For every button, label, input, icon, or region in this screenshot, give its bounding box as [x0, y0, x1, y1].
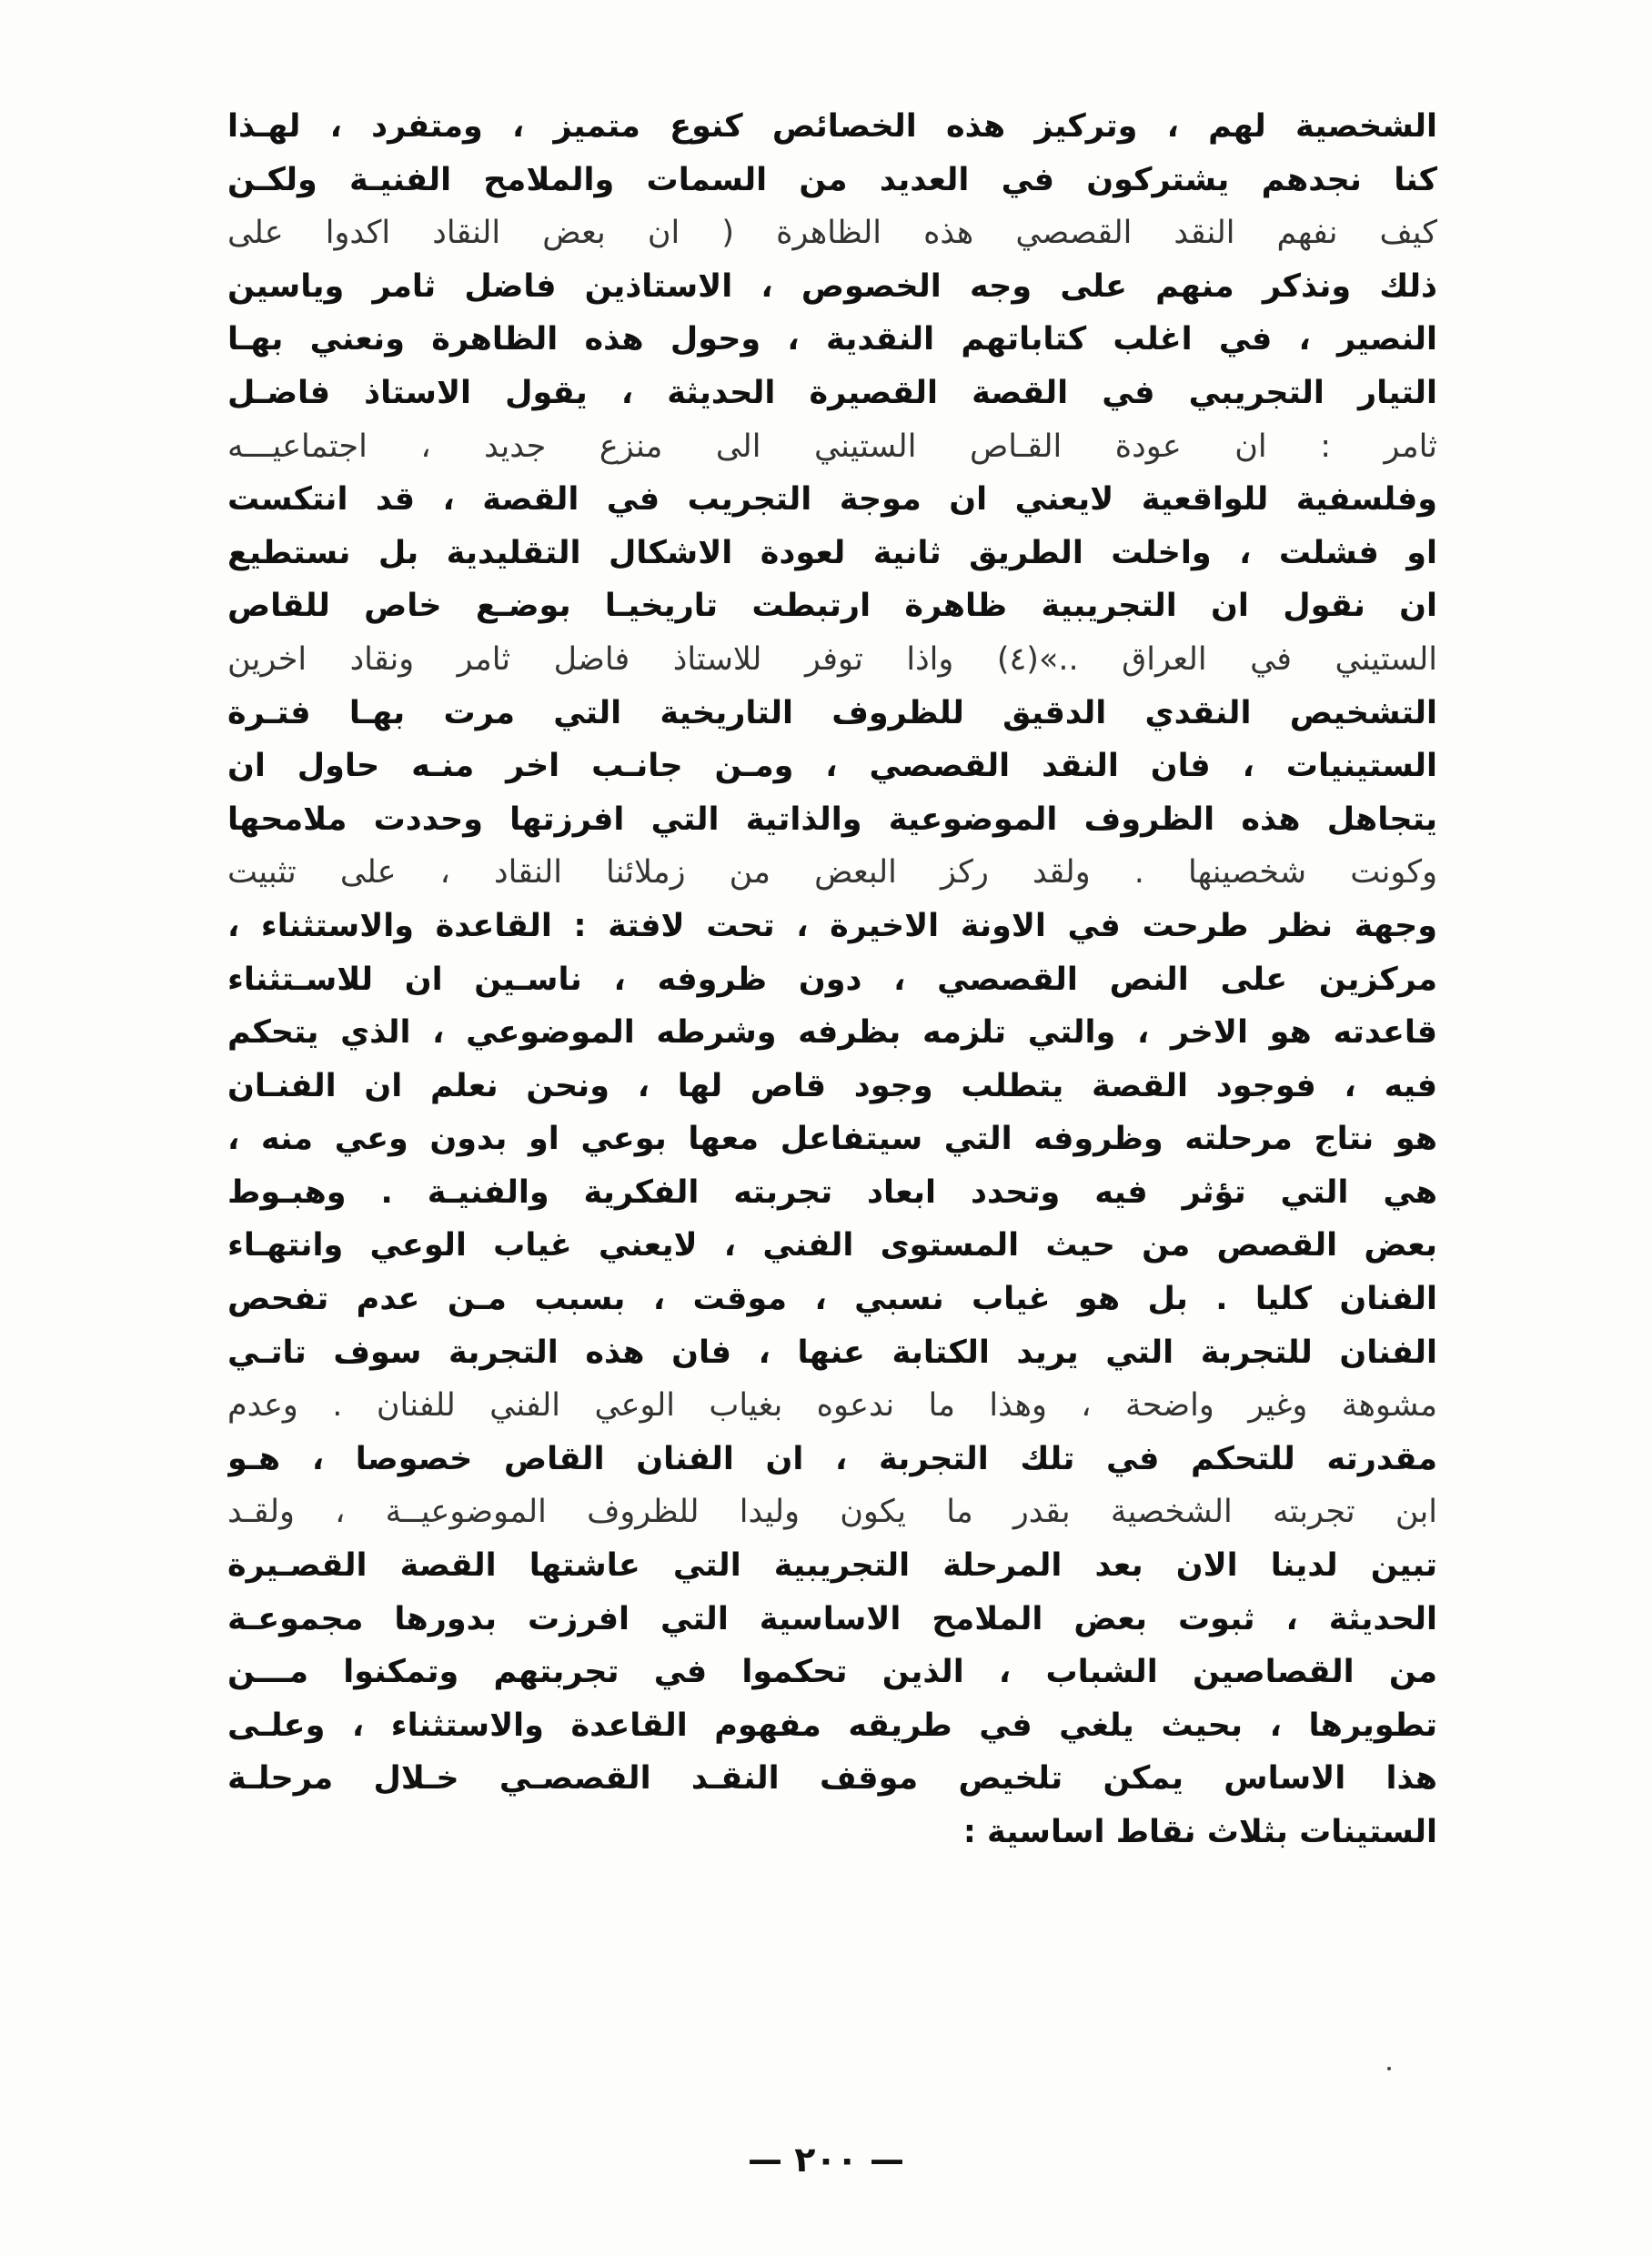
text-line: الفنان للتجربة التي يريد الكتابة عنها ، فان هذه التجربة سوف تاتـي	[227, 1334, 1437, 1371]
text-line: فيه ، فوجود القصة يتطلب وجود قاص لها ، ونحن نعلم ان الفنـان	[227, 1067, 1437, 1104]
text-line: او فشلت ، واخلت الطريق ثانية لعودة الاشكال التقليدية بل نستطيع	[227, 534, 1437, 571]
text-line: مشوهة وغير واضحة ، وهذا ما ندعوه بغياب الوعي الفني للفنان . وعدم	[227, 1387, 1437, 1425]
text-line: ثامر : ان عودة القـاص الستيني الى منزع جديد ، اجتماعيـــه	[227, 428, 1437, 465]
text-line: هذا الاساس يمكن تلخيص موقف النقـد القصصـي خـلال مرحلـة	[227, 1760, 1437, 1798]
text-line: التشخيص النقدي الدقيق للظروف التاريخية التي مرت بهـا فتـرة	[227, 694, 1437, 731]
text-line: يتجاهل هذه الظروف الموضوعية والذاتية التي افرزتها وحددت ملامحها	[227, 801, 1437, 838]
text-line: التيار التجريبي في القصة القصيرة الحديثة ، يقول الاستاذ فاضـل	[227, 374, 1437, 411]
text-line: هي التي تؤثر فيه وتحدد ابعاد تجربته الفكرية والفنيـة . وهبـوط	[227, 1173, 1437, 1211]
text-line: الحديثة ، ثبوت بعض الملامح الاساسية التي افرزت بدورها مجموعـة	[227, 1600, 1437, 1637]
text-line: تطويرها ، بحيث يلغي في طريقه مفهوم القاعدة والاستثناء ، وعلـى	[227, 1707, 1437, 1744]
text-line: ابن تجربته الشخصية بقدر ما يكون وليدا للظروف الموضوعيــة ، ولقـد	[227, 1494, 1437, 1531]
text-line: الستيني في العراق ..»(٤) واذا توفر للاستاذ فاضل ثامر ونقاد اخرين	[227, 640, 1437, 678]
text-line: النصير ، في اغلب كتاباتهم النقدية ، وحول هذه الظاهرة ونعني بهـا	[227, 321, 1437, 358]
text-line: تبين لدينا الان بعد المرحلة التجريبية التي عاشتها القصة القصـيرة	[227, 1547, 1437, 1585]
text-line: ان نقول ان التجريبية ظاهرة ارتبطت تاريخيـا بوضـع خاص للقاص	[227, 588, 1437, 625]
text-line: الستينيات ، فان النقد القصصي ، ومـن جانـب اخر منـه حاول ان	[227, 748, 1437, 785]
body-text	[227, 100, 1437, 1859]
text-line: وفلسفية للواقعية لايعني ان موجة التجريب في القصة ، قد انتكست	[227, 481, 1437, 519]
text-line: الستينات بثلاث نقاط اساسية :	[962, 1814, 1437, 1850]
text-line: وكونت شخصينها . ولقد ركز البعض من زملائنا النقاد ، على تثبيت	[227, 854, 1437, 891]
text-line: مركزين على النص القصصي ، دون ظروفه ، ناسـين ان للاسـتثناء	[227, 961, 1437, 998]
text-line: مقدرته للتحكم في تلك التجربة ، ان الفنان القاص خصوصا ، هـو	[227, 1440, 1437, 1477]
page-number: — ٢٠٠ —	[747, 2140, 905, 2180]
text-line: كيف نفهم النقد القصصي هذه الظاهرة ( ان بعض النقاد اكدوا على	[227, 215, 1437, 252]
text-line: ذلك ونذكر منهم على وجه الخصوص ، الاستاذين فاضل ثامر وياسين	[227, 267, 1437, 305]
text-line: من القصاصين الشباب ، الذين تحكموا في تجربتهم وتمكنوا مـــن	[227, 1654, 1437, 1691]
text-line: الفنان كليا . بل هو غياب نسبي ، موقت ، بسبب مـن عدم تفحص	[227, 1281, 1437, 1318]
text-line: كنا نجدهم يشتركون في العديد من السمات والملامح الفنيـة ولكـن	[227, 161, 1437, 198]
text-line: هو نتاج مرحلته وظروفه التي سيتفاعل معها بوعي او بدون وعي منه ،	[227, 1121, 1437, 1158]
text-line: وجهة نظر طرحت في الاونة الاخيرة ، تحت لافتة : القاعدة والاستثناء ،	[227, 907, 1437, 944]
text-line: بعض القصص من حيث المستوى الفني ، لايعني غياب الوعي وانتهـاء	[227, 1227, 1437, 1264]
text-line: قاعدته هو الاخر ، والتي تلزمه بظرفه وشرطه الموضوعي ، الذي يتحكم	[227, 1014, 1437, 1052]
text-line: الشخصية لهم ، وتركيز هذه الخصائص كنوع متميز ، ومتفرد ، لهـذا	[227, 108, 1437, 145]
scan-speck	[1387, 2067, 1391, 2070]
